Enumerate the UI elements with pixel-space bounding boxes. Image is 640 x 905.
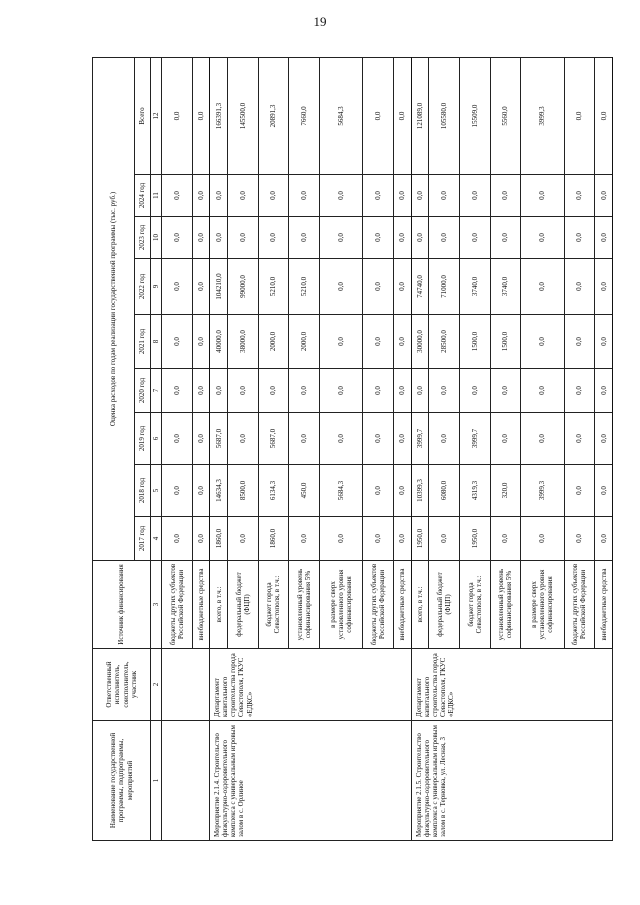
value-cell: 0,0	[393, 517, 411, 561]
measure-name: Мероприятие 2.1.4. Строительство физкультурно-оздоровительного комплекса с универсальным игровым залом в с. Орлиное	[210, 721, 411, 841]
header-year: Всего	[135, 57, 151, 174]
value-cell: 0,0	[490, 517, 521, 561]
value-cell: 0,0	[411, 217, 429, 259]
value-cell: 0,0	[393, 259, 411, 315]
value-cell: 0,0	[393, 217, 411, 259]
header-column-number: 5	[151, 465, 162, 517]
header-column-number: 9	[151, 259, 162, 315]
value-cell: 0,0	[162, 413, 193, 465]
measure-name: Мероприятие 2.1.5. Строительство физкультурно-оздоровительного комплекса с универсальным игровым залом в с. Терновка, ул. Лесная, 3	[411, 721, 612, 841]
value-cell: 0,0	[192, 217, 210, 259]
value-total: 0,0	[393, 57, 411, 174]
value-cell: 3999,7	[459, 413, 490, 465]
header-column-number: 10	[151, 217, 162, 259]
value-cell: 0,0	[595, 175, 613, 217]
header-name: Наименование государственной программы, подпрограммы, мероприятий	[93, 721, 151, 841]
header-year: 2017 год	[135, 517, 151, 561]
funding-source: бюджет города Севастополя, в т.ч.:	[258, 561, 289, 649]
value-cell: 0,0	[192, 413, 210, 465]
table-body	[162, 57, 613, 840]
value-cell: 4319,3	[459, 465, 490, 517]
page-number: 19	[313, 14, 327, 29]
value-total: 5560,0	[490, 57, 521, 174]
funding-source: всего, в т.ч.:	[210, 561, 228, 649]
value-cell: 0,0	[319, 217, 363, 259]
value-cell: 0,0	[521, 315, 565, 369]
value-total: 166391,3	[210, 57, 228, 174]
header-year: 2024 год	[135, 175, 151, 217]
funding-source: в размере сверх установленного уровня софинансирования	[521, 561, 565, 649]
value-cell: 0,0	[459, 369, 490, 413]
value-cell: 0,0	[595, 517, 613, 561]
value-cell: 0,0	[192, 517, 210, 561]
value-cell: 6080,0	[429, 465, 460, 517]
value-total: 145500,0	[228, 57, 259, 174]
value-cell: 0,0	[393, 315, 411, 369]
value-cell: 40000,0	[210, 315, 228, 369]
value-cell: 0,0	[429, 369, 460, 413]
header-year: 2019 год	[135, 413, 151, 465]
funding-source: внебюджетные средства	[192, 561, 210, 649]
funding-source: бюджеты других субъектов Российской Федерации	[162, 561, 193, 649]
value-cell: 0,0	[289, 369, 320, 413]
value-cell: 0,0	[411, 369, 429, 413]
header-year: 2018 год	[135, 465, 151, 517]
value-cell: 14634,3	[210, 465, 228, 517]
funding-source: установленный уровень софинансирования 5%	[490, 561, 521, 649]
value-cell: 3740,0	[490, 259, 521, 315]
value-cell: 0,0	[490, 217, 521, 259]
header-source: Источник финансирования	[93, 561, 151, 649]
value-total: 105580,0	[429, 57, 460, 174]
header-column-number: 1	[151, 721, 162, 841]
value-cell: 0,0	[210, 217, 228, 259]
value-cell: 2000,0	[258, 315, 289, 369]
value-cell: 0,0	[210, 369, 228, 413]
value-cell: 104210,0	[210, 259, 228, 315]
responsible-executor: Департамент капитального строительства города Севастополя, ГКУС «ЕДКС»	[411, 649, 612, 721]
value-cell: 0,0	[393, 369, 411, 413]
header-column-number: 8	[151, 315, 162, 369]
value-cell: 0,0	[595, 465, 613, 517]
value-cell: 0,0	[319, 259, 363, 315]
value-cell: 0,0	[228, 413, 259, 465]
value-cell: 0,0	[192, 259, 210, 315]
value-total: 5684,3	[319, 57, 363, 174]
value-cell: 1860,0	[258, 517, 289, 561]
header-column-numbers	[151, 57, 162, 840]
value-cell: 450,0	[289, 465, 320, 517]
header-column-number: 4	[151, 517, 162, 561]
value-cell: 0,0	[210, 175, 228, 217]
value-cell: 6134,3	[258, 465, 289, 517]
value-cell: 99000,0	[228, 259, 259, 315]
value-cell: 0,0	[490, 369, 521, 413]
value-cell: 0,0	[363, 369, 394, 413]
value-cell: 0,0	[258, 369, 289, 413]
header-year: 2021 год	[135, 315, 151, 369]
value-cell: 0,0	[595, 315, 613, 369]
value-cell: 74740,0	[411, 259, 429, 315]
header-column-number: 12	[151, 57, 162, 174]
value-cell: 0,0	[363, 315, 394, 369]
funding-source: внебюджетные средства	[393, 561, 411, 649]
value-total: 121089,0	[411, 57, 429, 174]
value-cell: 0,0	[162, 217, 193, 259]
value-cell: 0,0	[429, 517, 460, 561]
value-cell: 3740,0	[459, 259, 490, 315]
value-cell: 0,0	[429, 217, 460, 259]
value-cell: 0,0	[319, 175, 363, 217]
value-cell: 2000,0	[289, 315, 320, 369]
value-cell: 0,0	[459, 217, 490, 259]
responsible-executor	[162, 649, 210, 721]
value-cell: 0,0	[258, 217, 289, 259]
value-cell: 0,0	[228, 369, 259, 413]
value-cell: 0,0	[363, 413, 394, 465]
value-cell: 0,0	[564, 465, 595, 517]
value-cell: 0,0	[192, 465, 210, 517]
value-cell: 0,0	[564, 517, 595, 561]
value-cell: 0,0	[393, 465, 411, 517]
value-cell: 0,0	[393, 175, 411, 217]
value-cell: 5687,0	[210, 413, 228, 465]
value-cell: 0,0	[595, 217, 613, 259]
value-cell: 0,0	[228, 175, 259, 217]
value-cell: 1950,0	[411, 517, 429, 561]
value-cell: 0,0	[459, 175, 490, 217]
value-cell: 0,0	[564, 413, 595, 465]
value-cell: 0,0	[521, 175, 565, 217]
value-cell: 0,0	[363, 217, 394, 259]
value-total: 0,0	[595, 57, 613, 174]
responsible-executor: Департамент капитального строительства города Севастополя, ГКУС «ЕДКС»	[210, 649, 411, 721]
value-cell: 0,0	[289, 413, 320, 465]
budget-table-rotated	[92, 58, 613, 841]
value-cell: 0,0	[289, 175, 320, 217]
value-cell: 0,0	[490, 413, 521, 465]
value-cell: 0,0	[319, 369, 363, 413]
value-total: 3999,3	[521, 57, 565, 174]
value-cell: 0,0	[564, 369, 595, 413]
value-cell: 0,0	[192, 369, 210, 413]
value-cell: 3999,3	[521, 465, 565, 517]
value-cell: 0,0	[363, 259, 394, 315]
value-cell: 1500,0	[459, 315, 490, 369]
header-column-number: 3	[151, 561, 162, 649]
value-cell: 0,0	[319, 517, 363, 561]
header-year: 2023 год	[135, 217, 151, 259]
value-cell: 0,0	[521, 369, 565, 413]
header-estimate: Оценка расходов по годам реализации государственной программы (тыс. руб.)	[93, 57, 135, 560]
value-cell: 0,0	[363, 175, 394, 217]
table-row	[411, 57, 429, 840]
value-total: 0,0	[192, 57, 210, 174]
value-cell: 0,0	[595, 369, 613, 413]
value-cell: 1950,0	[459, 517, 490, 561]
value-cell: 0,0	[162, 369, 193, 413]
budget-table	[92, 57, 613, 841]
value-cell: 0,0	[595, 259, 613, 315]
value-cell: 5210,0	[289, 259, 320, 315]
funding-source: всего, в т.ч.:	[411, 561, 429, 649]
header-year: 2022 год	[135, 259, 151, 315]
value-total: 0,0	[564, 57, 595, 174]
table-row	[162, 57, 193, 840]
value-cell: 0,0	[162, 175, 193, 217]
value-cell: 10399,3	[411, 465, 429, 517]
value-cell: 0,0	[162, 517, 193, 561]
value-cell: 0,0	[411, 175, 429, 217]
value-cell: 0,0	[429, 413, 460, 465]
value-cell: 0,0	[564, 315, 595, 369]
value-cell: 8500,0	[228, 465, 259, 517]
funding-source: установленный уровень софинансирования 5%	[289, 561, 320, 649]
value-cell: 0,0	[564, 217, 595, 259]
value-cell: 5687,0	[258, 413, 289, 465]
value-cell: 0,0	[429, 175, 460, 217]
table-header	[93, 57, 162, 840]
value-cell: 28500,0	[429, 315, 460, 369]
header-column-number: 2	[151, 649, 162, 721]
value-cell: 0,0	[192, 175, 210, 217]
value-cell: 0,0	[162, 259, 193, 315]
value-cell: 0,0	[521, 217, 565, 259]
value-cell: 1500,0	[490, 315, 521, 369]
value-cell: 3999,7	[411, 413, 429, 465]
funding-source: федеральный бюджет (ФЦП)	[228, 561, 259, 649]
value-cell: 0,0	[393, 413, 411, 465]
value-cell: 0,0	[289, 217, 320, 259]
value-cell: 0,0	[228, 517, 259, 561]
value-cell: 0,0	[192, 315, 210, 369]
value-total: 7660,0	[289, 57, 320, 174]
value-cell: 38000,0	[228, 315, 259, 369]
measure-name	[162, 721, 210, 841]
header-responsible: Ответственный исполнитель, соисполнитель, участник	[93, 649, 151, 721]
value-cell: 320,0	[490, 465, 521, 517]
value-cell: 0,0	[521, 259, 565, 315]
value-cell: 0,0	[162, 465, 193, 517]
value-cell: 71000,0	[429, 259, 460, 315]
value-total: 15509,0	[459, 57, 490, 174]
header-column-number: 6	[151, 413, 162, 465]
header-column-number: 11	[151, 175, 162, 217]
funding-source: бюджеты других субъектов Российской Федерации	[564, 561, 595, 649]
value-cell: 0,0	[319, 413, 363, 465]
value-cell: 0,0	[521, 517, 565, 561]
value-total: 0,0	[363, 57, 394, 174]
funding-source: внебюджетные средства	[595, 561, 613, 649]
value-cell: 5210,0	[258, 259, 289, 315]
funding-source: федеральный бюджет (ФЦП)	[429, 561, 460, 649]
value-cell: 0,0	[363, 465, 394, 517]
value-cell: 1860,0	[210, 517, 228, 561]
value-cell: 0,0	[564, 259, 595, 315]
value-cell: 0,0	[289, 517, 320, 561]
header-column-number: 7	[151, 369, 162, 413]
value-cell: 0,0	[490, 175, 521, 217]
table-row	[210, 57, 228, 840]
value-cell: 0,0	[363, 517, 394, 561]
value-cell: 5684,3	[319, 465, 363, 517]
value-cell: 0,0	[319, 315, 363, 369]
value-cell: 0,0	[521, 413, 565, 465]
value-cell: 30000,0	[411, 315, 429, 369]
funding-source: бюджеты других субъектов Российской Федерации	[363, 561, 394, 649]
value-cell: 0,0	[258, 175, 289, 217]
funding-source: в размере сверх установленного уровня софинансирования	[319, 561, 363, 649]
value-cell: 0,0	[228, 217, 259, 259]
header-year: 2020 год	[135, 369, 151, 413]
value-cell: 0,0	[162, 315, 193, 369]
value-total: 0,0	[162, 57, 193, 174]
funding-source: бюджет города Севастополя, в т.ч.:	[459, 561, 490, 649]
value-cell: 0,0	[595, 413, 613, 465]
value-cell: 0,0	[564, 175, 595, 217]
value-total: 20891,3	[258, 57, 289, 174]
